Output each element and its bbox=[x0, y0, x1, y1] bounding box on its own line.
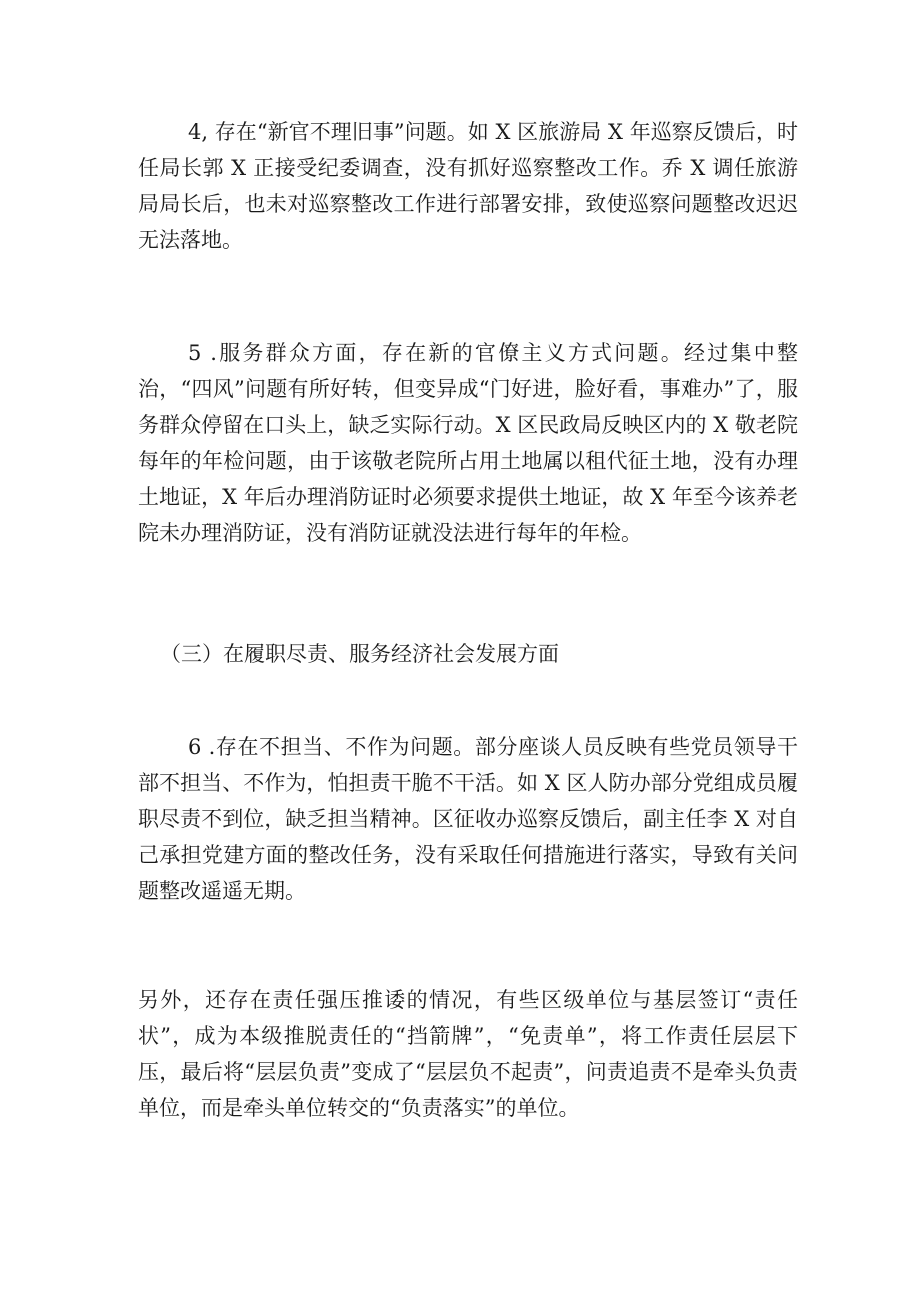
paragraph-item-5: 5 .服务群众方面，存在新的官僚主义方式问题。经过集中整治，“四风”问题有所好转，但变异成“门好进，脸好看，事难办”了，服务群众停留在口头上，缺乏实际行动。X 区民政局反映区内的 X 敬老院每年的年检问题，由于该敬老院所占用土地属以租代征土地，没有办理土地证，X 年后办理消防证时必须要求提供土地证，故 X 年至今该养老院未办理消防证，没有消防证就没法进行每年的年检。 bbox=[138, 341, 798, 545]
paragraph-item-4: 4, 存在“新官不理旧事”问题。如 X 区旅游局 X 年巡察反馈后，时任局长郭 X 正接受纪委调查，没有抓好巡察整改工作。乔 X 调任旅游局局长后，也未对巡察整改工作进行部署安排，致使巡察问题整改迟迟无法落地。 bbox=[138, 120, 798, 252]
paragraph-additional: 另外，还存在责任强压推诿的情况，有些区级单位与基层签订“责任状”，成为本级推脱责任的“挡箭牌”，“免责单”，将工作责任层层下压，最后将“层层负责”变成了“层层负不起责”，问责追责不是牵头负责单位，而是牵头单位转交的“负责落实”的单位。 bbox=[138, 988, 798, 1120]
section-heading: （三）在履职尽责、服务经济社会发展方面 bbox=[160, 642, 559, 666]
paragraph-item-6: 6 .存在不担当、不作为问题。部分座谈人员反映有些党员领导干部不担当、不作为，怕担责干脆不干活。如 X 区人防办部分党组成员履职尽责不到位，缺乏担当精神。区征收办巡察反馈后，副主任李 X 对自己承担党建方面的整改任务，没有采取任何措施进行落实，导致有关问题整改遥遥无期。 bbox=[138, 735, 798, 903]
